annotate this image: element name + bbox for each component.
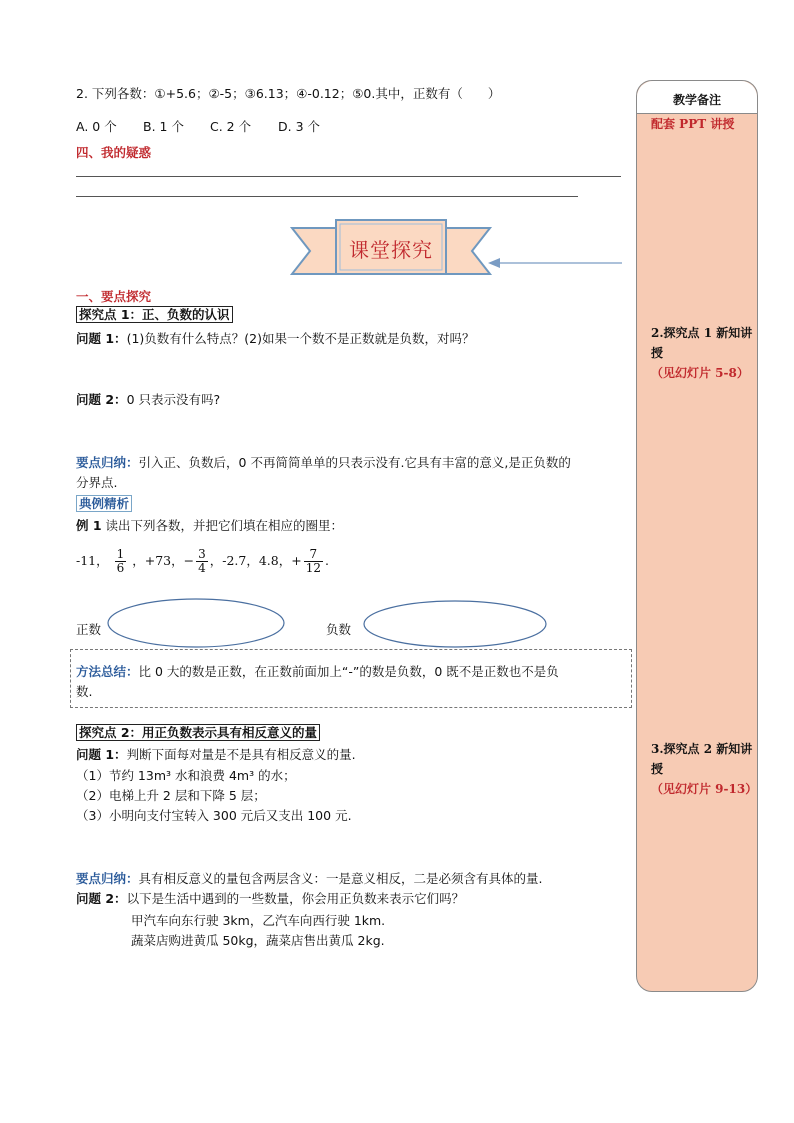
method-summary-line-1 <box>76 662 559 680</box>
option-a: A. 0 个 <box>76 119 117 134</box>
point-2-item-3: （3）小明向支付宝转入 300 元后又支出 100 元. <box>76 808 352 823</box>
method-summary-line-2: 数. <box>76 684 93 699</box>
question-label: 问题 2： <box>76 392 127 407</box>
point-1-title: 探究点 1：正、负数的认识 <box>76 306 233 323</box>
point-2-question-2 <box>76 889 464 907</box>
point-1-summary-line-1 <box>76 453 571 471</box>
fraction-denominator: 12 <box>305 561 321 575</box>
number-text: ，+73，− <box>132 553 195 568</box>
summary-label: 要点归纳： <box>76 455 139 470</box>
banner-title: 课堂探究 <box>349 238 433 262</box>
fraction-three-quarters <box>196 548 208 575</box>
summary-label: 要点归纳： <box>76 871 139 886</box>
section-1-title: 一、要点探究 <box>76 289 152 304</box>
point-2-line-2: 蔬菜店购进黄瓜 50kg，蔬菜店售出黄瓜 2kg. <box>131 933 385 948</box>
point-2-item-1: （1）节约 13m³ 水和浪费 4m³ 的水； <box>76 768 296 783</box>
point-2-line-1: 甲汽车向东行驶 3km，乙汽车向西行驶 1km. <box>131 913 386 928</box>
teaching-notes-sidebar <box>636 80 758 992</box>
option-b: B. 1 个 <box>143 119 184 134</box>
question-text: 判断下面每对量是不是具有相反意义的量. <box>126 747 356 762</box>
number-text: -11， <box>76 553 109 568</box>
sidebar-note-point-1: 2.探究点 1 新知讲授 <box>651 326 753 360</box>
positive-circle[interactable] <box>106 597 286 649</box>
point-2-item-2: （2）电梯上升 2 层和下降 5 层； <box>76 788 266 803</box>
number-text: . <box>325 553 329 568</box>
sidebar-note-point-2-slides: （见幻灯片 9-13） <box>651 782 758 796</box>
fraction-denominator: 6 <box>116 561 125 575</box>
sidebar-note-ppt: 配套 PPT 讲授 <box>651 117 735 131</box>
question-label: 问题 2： <box>76 891 127 906</box>
question-text: (1)负数有什么特点？(2)如果一个数不是正数就是负数，对吗？ <box>126 331 475 346</box>
example-label: 例 1 <box>76 518 102 533</box>
point-1-question-2 <box>76 390 220 408</box>
option-d: D. 3 个 <box>278 119 320 134</box>
option-c: C. 2 个 <box>210 119 252 134</box>
number-list <box>76 546 329 576</box>
example-tag: 典例精析 <box>76 495 132 512</box>
sidebar-note-point-2: 3.探究点 2 新知讲授 <box>651 742 753 776</box>
fraction-one-sixth <box>115 548 127 575</box>
point-2-question-1 <box>76 745 356 763</box>
question-text: 0 只表示没有吗? <box>126 392 221 407</box>
example-text: 读出下列各数，并把它们填在相应的圈里： <box>101 518 344 533</box>
fraction-numerator: 1 <box>116 547 125 561</box>
answer-line-1 <box>76 176 621 177</box>
fraction-seven-twelfths <box>304 548 323 575</box>
point-1-summary-line-2: 分界点. <box>76 475 118 490</box>
answer-line-2 <box>76 196 578 197</box>
summary-text: 引入正、负数后，0 不再简简单单的只表示没有.它具有丰富的意义,是正负数的 <box>138 455 571 470</box>
number-text: ，-2.7，4.8，+ <box>209 553 302 568</box>
method-text: 比 0 大的数是正数，在正数前面加上“-”的数是负数，0 既不是正数也不是负 <box>138 664 559 679</box>
fraction-numerator: 3 <box>198 547 206 561</box>
point-1-question-1 <box>76 329 474 347</box>
question-2-text: 2. 下列各数：①+5.6；②-5；③6.13；④-0.12；⑤0.其中，正数有（ ） <box>76 86 501 101</box>
method-label: 方法总结： <box>76 664 139 679</box>
question-label: 问题 1： <box>76 331 127 346</box>
point-1-heading <box>76 305 233 323</box>
question-label: 问题 1： <box>76 747 127 762</box>
point-2-summary <box>76 869 543 887</box>
sidebar-title: 教学备注 <box>672 93 721 107</box>
point-2-heading <box>76 723 320 741</box>
section-4-title: 四、我的疑惑 <box>76 145 152 160</box>
fraction-denominator: 4 <box>198 561 206 575</box>
arrow-icon <box>488 256 624 270</box>
example-tag-wrap <box>76 494 132 512</box>
negative-label: 负数 <box>326 622 352 637</box>
negative-circle[interactable] <box>362 599 548 649</box>
sidebar-note-point-1-slides: （见幻灯片 5-8） <box>651 366 749 380</box>
fraction-numerator: 7 <box>304 548 323 562</box>
point-2-title: 探究点 2：用正负数表示具有相反意义的量 <box>76 724 320 741</box>
positive-label: 正数 <box>76 622 102 637</box>
example-1 <box>76 516 343 534</box>
summary-text: 具有相反意义的量包含两层含义：一是意义相反，二是必须含有具体的量. <box>138 871 543 886</box>
question-text: 以下是生活中遇到的一些数量，你会用正负数来表示它们吗？ <box>126 891 465 906</box>
